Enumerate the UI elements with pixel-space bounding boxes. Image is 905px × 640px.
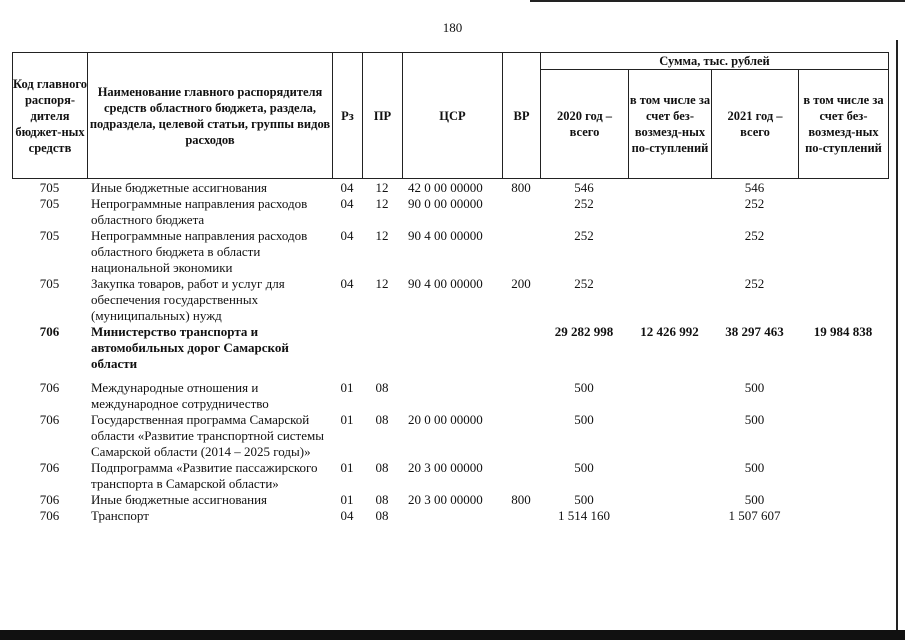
row-name: Непрограммные направления расходов областного бюджета <box>91 196 308 227</box>
row-2021-total: 500 <box>744 460 765 475</box>
row-2021-total: 252 <box>744 196 765 211</box>
row-code: 706 <box>39 412 60 427</box>
row-vr <box>502 228 540 276</box>
row-vr <box>502 508 540 524</box>
table-row <box>12 492 888 508</box>
row-2021-total: 500 <box>744 380 765 395</box>
row-2021-total: 546 <box>744 180 765 195</box>
table-row <box>12 508 888 524</box>
row-2020-free <box>628 228 711 276</box>
page-number: 180 <box>442 20 463 35</box>
row-csr <box>402 508 502 524</box>
top-rule <box>530 0 905 2</box>
header-pr: ПР <box>363 53 403 179</box>
row-code: 706 <box>39 460 60 475</box>
row-2021-total: 1 507 607 <box>728 508 781 523</box>
row-2020-total: 252 <box>574 228 594 243</box>
row-2020-free <box>628 412 711 460</box>
row-rz: 04 <box>340 508 354 523</box>
row-code: 705 <box>39 228 60 243</box>
row-2021-total: 500 <box>744 492 765 507</box>
row-2020-total: 500 <box>574 380 594 395</box>
row-2021-free <box>798 180 888 196</box>
row-pr: 08 <box>375 380 389 395</box>
row-vr <box>502 380 540 412</box>
row-2020-total: 500 <box>574 460 594 475</box>
row-csr <box>402 380 502 412</box>
row-2020-free <box>628 508 711 524</box>
row-2020-total: 1 514 160 <box>558 508 610 523</box>
row-code: 706 <box>39 324 60 339</box>
row-rz: 04 <box>340 276 354 291</box>
row-rz <box>332 324 362 380</box>
right-rule <box>896 40 898 640</box>
header-2021-total: 2021 год – всего <box>712 70 799 179</box>
row-name: Транспорт <box>91 508 149 523</box>
header-rz: Рз <box>333 53 363 179</box>
row-2021-free <box>798 228 888 276</box>
row-2021-total: 500 <box>744 412 765 427</box>
row-csr: 90 4 00 00000 <box>408 228 483 243</box>
budget-table <box>12 180 888 524</box>
row-2021-free <box>798 380 888 412</box>
table-row <box>12 460 888 492</box>
row-rz: 01 <box>340 380 354 395</box>
row-vr <box>502 412 540 460</box>
row-2021-free <box>798 412 888 460</box>
row-2020-total: 546 <box>574 180 594 195</box>
row-2021-free <box>798 508 888 524</box>
row-2020-free <box>628 276 711 324</box>
table-row <box>12 412 888 460</box>
row-name: Иные бюджетные ассигнования <box>91 492 268 507</box>
row-pr: 12 <box>375 196 389 211</box>
row-vr <box>502 196 540 228</box>
row-2020-total: 29 282 998 <box>554 324 614 339</box>
row-2020-total: 500 <box>574 412 594 427</box>
header-table <box>12 52 889 179</box>
row-rz: 04 <box>340 180 354 195</box>
table-row <box>12 228 888 276</box>
row-name: Государственная программа Самарской области «Развитие транспортной системы Самарской области (2014 – 2025 годы)» <box>91 412 324 459</box>
row-2020-total: 252 <box>574 196 594 211</box>
row-vr: 200 <box>511 276 531 291</box>
row-2020-total: 500 <box>574 492 594 507</box>
row-2021-total: 38 297 463 <box>725 324 784 339</box>
row-name: Иные бюджетные ассигнования <box>91 180 268 195</box>
header-2020-free: в том числе за счет без-возмезд-ных по-ступлений <box>629 70 712 179</box>
row-csr: 20 3 00 00000 <box>408 492 483 507</box>
row-code: 705 <box>39 276 60 291</box>
table-row <box>12 380 888 412</box>
row-2021-free <box>798 196 888 228</box>
row-vr: 800 <box>511 180 531 195</box>
row-name: Непрограммные направления расходов областного бюджета в области национальной экономики <box>91 228 308 275</box>
row-csr: 90 0 00 00000 <box>408 196 483 211</box>
row-2020-free <box>628 380 711 412</box>
row-name: Министерство транспорта и автомобильных дорог Самарской области <box>91 324 289 371</box>
row-pr: 08 <box>375 460 389 475</box>
row-rz: 01 <box>340 460 354 475</box>
row-pr: 08 <box>375 412 389 427</box>
header-name: Наименование главного распорядителя средств областного бюджета, раздела, подраздела, целевой статьи, группы видов расходов <box>88 53 333 179</box>
table-row <box>12 276 888 324</box>
row-code: 706 <box>39 508 60 523</box>
row-name: Международные отношения и международное сотрудничество <box>91 380 269 411</box>
row-pr: 12 <box>375 276 389 291</box>
row-pr: 12 <box>375 228 389 243</box>
row-2021-free <box>798 276 888 324</box>
row-2020-free <box>628 196 711 228</box>
row-name: Подпрограмма «Развитие пассажирского транспорта в Самарской области» <box>91 460 318 491</box>
header-csr: ЦСР <box>403 53 503 179</box>
header-code: Код главного распоря-дителя бюджет-ных средств <box>13 53 88 179</box>
row-pr: 08 <box>375 492 389 507</box>
row-csr <box>402 324 502 380</box>
table-row <box>12 180 888 196</box>
row-pr: 08 <box>375 508 389 523</box>
header-vr: ВР <box>503 53 541 179</box>
row-2020-free <box>628 492 711 508</box>
row-2021-free <box>798 460 888 492</box>
table-row <box>12 324 888 380</box>
row-rz: 01 <box>340 492 354 507</box>
row-2020-free <box>628 180 711 196</box>
header-2021-free: в том числе за счет без-возмезд-ных по-ступлений <box>799 70 889 179</box>
header-2020-total: 2020 год – всего <box>541 70 629 179</box>
row-code: 705 <box>39 180 60 195</box>
row-csr: 42 0 00 00000 <box>408 180 483 195</box>
row-rz: 04 <box>340 196 354 211</box>
row-vr <box>502 460 540 492</box>
row-2020-free <box>628 460 711 492</box>
row-name: Закупка товаров, работ и услуг для обеспечения государственных (муниципальных) нужд <box>91 276 285 323</box>
bottom-bar <box>0 630 905 640</box>
row-csr: 20 0 00 00000 <box>408 412 483 427</box>
row-csr: 90 4 00 00000 <box>408 276 483 291</box>
row-2021-free <box>798 492 888 508</box>
header-sum: Сумма, тыс. рублей <box>541 53 889 70</box>
row-rz: 04 <box>340 228 354 243</box>
row-vr: 800 <box>511 492 531 507</box>
row-rz: 01 <box>340 412 354 427</box>
row-2021-free: 19 984 838 <box>813 324 873 339</box>
row-2020-total: 252 <box>574 276 594 291</box>
row-2021-total: 252 <box>744 228 765 243</box>
row-code: 706 <box>39 492 60 507</box>
row-pr <box>362 324 402 380</box>
row-2020-free: 12 426 992 <box>640 324 699 339</box>
row-code: 705 <box>39 196 60 211</box>
row-vr <box>502 324 540 380</box>
table-row <box>12 196 888 228</box>
row-pr: 12 <box>375 180 389 195</box>
row-2021-total: 252 <box>744 276 765 291</box>
row-csr: 20 3 00 00000 <box>408 460 483 475</box>
row-code: 706 <box>39 380 60 395</box>
